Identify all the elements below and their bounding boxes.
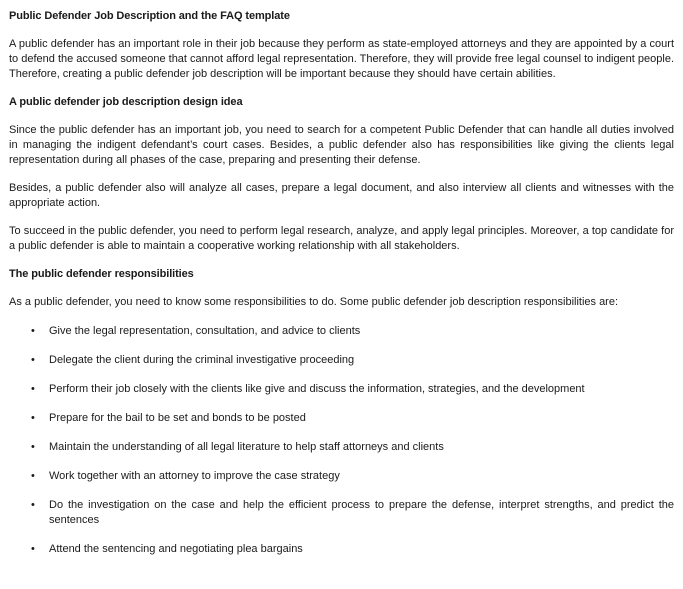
list-item: [31, 411, 674, 426]
bullet-icon: •: [31, 441, 35, 453]
list-item: [31, 324, 674, 339]
list-item: [31, 382, 674, 397]
intro-paragraph: A public defender has an important role in their job because they perform as state-employed attorneys and they are appointed by a court to defend the accused someone that cannot afford legal representation. Therefore, they will provide free legal counsel to indigent people. Therefore, creating a public defender job description will be important because they should have certain abilities.: [9, 38, 674, 80]
section-heading-responsibilities: The public defender responsibilities: [9, 268, 194, 280]
paragraph-analyze-cases: Besides, a public defender also will analyze all cases, prepare a legal document, and also interview all clients and witnesses with the appropriate action.: [9, 182, 674, 209]
bullet-icon: •: [31, 325, 35, 337]
paragraph-competent-defender: Since the public defender has an important job, you need to search for a competent Public Defender that can handle all duties involved in managing the indigent defendant’s court cases. Besides, a public defender also has responsibilities like giving the clients legal representation during all phases of the case, preparing and presenting their defense.: [9, 124, 674, 166]
list-item: [31, 469, 674, 484]
list-item: [31, 498, 674, 528]
list-item-text: Perform their job closely with the clients like give and discuss the information, strategies, and the development: [49, 383, 585, 395]
bullet-icon: •: [31, 543, 35, 555]
list-item-text: Delegate the client during the criminal investigative proceeding: [49, 354, 355, 366]
responsibilities-intro: As a public defender, you need to know some responsibilities to do. Some public defender job description responsibilities are:: [9, 296, 619, 308]
paragraph-succeed: To succeed in the public defender, you need to perform legal research, analyze, and apply legal principles. Moreover, a top candidate for a public defender is able to maintain a cooperative working relationship with all stakeholders.: [9, 225, 674, 252]
list-item-text: Give the legal representation, consultation, and advice to clients: [49, 325, 361, 337]
bullet-icon: •: [31, 412, 35, 424]
list-item: [31, 440, 674, 455]
list-item-text: Do the investigation on the case and help the efficient process to prepare the defense, interpret strengths, and predict the sentences: [49, 499, 674, 526]
list-item-text: Maintain the understanding of all legal literature to help staff attorneys and clients: [49, 441, 444, 453]
list-item-text: Attend the sentencing and negotiating plea bargains: [49, 543, 303, 555]
bullet-icon: •: [31, 470, 35, 482]
list-item-text: Work together with an attorney to improve the case strategy: [49, 470, 340, 482]
bullet-icon: •: [31, 354, 35, 366]
list-item: [31, 353, 674, 368]
section-heading-design-idea: A public defender job description design idea: [9, 96, 243, 108]
responsibilities-list: [9, 324, 674, 557]
list-item: [31, 542, 674, 557]
list-item-text: Prepare for the bail to be set and bonds to be posted: [49, 412, 306, 424]
page-title: Public Defender Job Description and the FAQ template: [9, 10, 290, 22]
bullet-icon: •: [31, 383, 35, 395]
bullet-icon: •: [31, 499, 35, 511]
